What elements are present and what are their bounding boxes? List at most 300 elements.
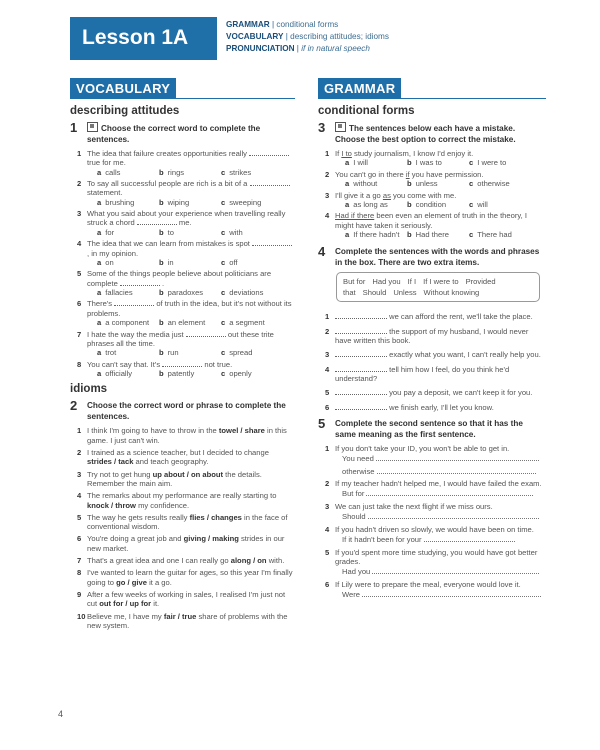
option-b[interactable] (159, 369, 221, 380)
option-text: sweeping (229, 197, 262, 207)
question-text-end: study journalism, I know I'd enjoy it. (351, 149, 474, 158)
option-c[interactable] (221, 369, 283, 380)
option-text: I were to (477, 158, 507, 168)
question-text: That's a great idea and one I can really go (87, 556, 231, 566)
question-number: 3 (325, 190, 330, 200)
question-text: To say all successful people are rich is a bit of a (87, 179, 250, 189)
option-a[interactable] (97, 369, 159, 380)
question-text: I hate the way the media just (87, 329, 186, 339)
option-letter: a (345, 179, 350, 189)
answer-gap[interactable] (335, 365, 387, 372)
option-c[interactable] (221, 258, 283, 269)
question-text-end: it a go. (146, 577, 172, 587)
exercise-number: 4 (318, 244, 326, 260)
option-letter: c (221, 287, 226, 297)
word-box (336, 272, 540, 302)
option-text: off (229, 257, 238, 267)
choice-pair[interactable]: up about / on about (152, 469, 224, 479)
option-b[interactable] (407, 158, 469, 169)
option-letter: a (97, 368, 102, 378)
option-b[interactable] (159, 168, 221, 179)
choice-pair[interactable]: flies / changes (189, 512, 242, 522)
option-letter: c (469, 179, 474, 189)
describing-attitudes-heading: describing attitudes (70, 105, 180, 117)
exercise-number: 1 (70, 120, 78, 135)
question-item (77, 448, 295, 467)
option-b[interactable] (159, 288, 221, 299)
box-word: If I were to (423, 277, 459, 287)
vocab-label: VOCABULARY (226, 32, 284, 41)
option-a[interactable] (345, 158, 407, 169)
question-number: 7 (77, 329, 82, 339)
option-c[interactable] (221, 198, 283, 209)
question-text: There's (87, 299, 115, 309)
option-text: a component (105, 318, 150, 328)
option-a[interactable] (345, 200, 407, 211)
question-item (325, 190, 546, 200)
option-a[interactable] (345, 230, 407, 241)
option-b[interactable] (159, 318, 221, 329)
question-number: 8 (77, 568, 82, 578)
option-text: unless (415, 179, 438, 189)
answer-gap[interactable] (114, 299, 154, 306)
option-text: a segment (229, 318, 265, 328)
answer-line[interactable] (342, 467, 546, 477)
choice-pair[interactable]: out for / up for (99, 599, 152, 609)
grammar-value: conditional forms (276, 20, 339, 29)
answer-gap[interactable] (250, 179, 290, 186)
question-text-end: out these trite phrases all the time. (87, 329, 274, 348)
question-number: 4 (77, 491, 82, 501)
option-c[interactable] (469, 200, 531, 211)
vocabulary-column (70, 78, 295, 633)
option-text: spread (229, 348, 253, 358)
answer-dots[interactable] (368, 512, 539, 519)
question-item (77, 469, 295, 489)
option-text: condition (415, 199, 447, 209)
question-number: 2 (325, 479, 330, 489)
question-number: 1 (77, 426, 82, 436)
answer-options (97, 288, 295, 299)
answer-gap[interactable] (335, 388, 387, 395)
mistake-text: Had if there (335, 211, 375, 221)
answer-prompt: Had you (342, 567, 373, 577)
question-text: we can afford the rent, we'll take the place. (387, 312, 533, 322)
option-text: paradoxes (167, 287, 204, 297)
option-text: otherwise (477, 179, 510, 189)
option-text: officially (105, 368, 133, 378)
option-text: calls (105, 167, 121, 177)
answer-options (345, 179, 546, 190)
exercise-number: 5 (318, 415, 326, 431)
question-item (325, 388, 546, 398)
question-text: If you'd spent more time studying, you would have got better grades. (335, 547, 538, 566)
question-number: 6 (77, 299, 82, 309)
question-text: We can just take the next flight if we miss ours. (335, 501, 493, 511)
question-text-end: you come with me. (390, 190, 457, 200)
vocab-value: describing attitudes; idioms (290, 32, 389, 41)
page-number: 4 (58, 709, 64, 719)
option-c[interactable] (221, 228, 283, 239)
question-text-end: my confidence. (135, 500, 190, 510)
option-letter: c (221, 257, 226, 267)
exercise-instruction: Choose the correct word to complete the sentences. (87, 124, 261, 144)
answer-gap[interactable] (137, 218, 177, 225)
exercise-5 (318, 415, 546, 440)
question-text: If you hadn't driven so slowly, we would have been on time. (335, 524, 534, 534)
question-number: 5 (325, 547, 330, 557)
question-number: 4 (77, 239, 82, 249)
option-text: without (353, 179, 378, 189)
question-text-end: in the face of conventional wisdom. (87, 512, 288, 532)
exercise-3 (318, 122, 546, 145)
answer-options (97, 198, 295, 209)
box-word: Should (362, 288, 387, 298)
box-word: Had you (372, 277, 401, 287)
exercise-instruction: The sentences below each have a mistake. Choose the best option to correct the mistake. (335, 124, 516, 144)
question-text: Believe me, I have my (87, 611, 164, 621)
question-item (77, 269, 295, 288)
answer-options (97, 369, 295, 380)
option-a[interactable] (345, 179, 407, 190)
answer-gap[interactable] (335, 312, 387, 319)
question-number: 9 (77, 589, 82, 599)
answer-dots[interactable] (372, 567, 539, 574)
option-letter: a (345, 229, 350, 239)
option-text: run (167, 348, 179, 358)
question-item (77, 329, 295, 349)
question-item (325, 350, 546, 360)
choice-pair[interactable]: towel / share (218, 426, 265, 436)
question-number: 3 (77, 469, 82, 479)
option-letter: b (407, 199, 412, 209)
question-item (325, 443, 546, 453)
option-letter: b (407, 179, 412, 189)
answer-dots[interactable] (376, 454, 539, 461)
question-text: you pay a deposit, we can't keep it for you. (387, 388, 533, 398)
option-a[interactable] (97, 258, 159, 269)
option-text: trot (105, 348, 117, 358)
question-number: 1 (77, 149, 82, 158)
option-c[interactable] (221, 168, 283, 179)
answer-dots[interactable] (377, 467, 536, 474)
question-text-end: of truth in the idea, but it's not without its problems. (87, 299, 292, 318)
option-letter: c (221, 227, 226, 237)
question-number: 2 (325, 169, 330, 179)
answer-prompt: Should (342, 512, 368, 522)
option-b[interactable] (159, 198, 221, 209)
question-item (325, 169, 546, 179)
question-text: If you don't take your ID, you won't be able to get in. (335, 443, 510, 453)
question-number: 5 (77, 269, 82, 279)
question-text-end: , in my opinion. (87, 248, 139, 258)
idioms-heading: idioms (70, 383, 108, 396)
box-word: Without knowing (423, 288, 480, 298)
question-text: The idea that we can learn from mistakes is spot (87, 239, 253, 249)
question-item (77, 534, 295, 553)
mistake-text: as (382, 190, 391, 200)
question-item (77, 426, 295, 445)
option-b[interactable] (407, 230, 469, 241)
question-item (77, 239, 295, 258)
option-letter: a (345, 199, 350, 209)
exercise-2 (70, 400, 295, 422)
question-text-end: been even an element of truth in the theory, I might have taken it seriously. (335, 211, 527, 230)
question-text: If Lily were to prepare the meal, everyone would love it. (335, 579, 521, 589)
exercise-instruction: Complete the second sentence so that it has the same meaning as the first sentence. (335, 418, 523, 439)
choice-pair[interactable]: knock / throw (87, 500, 136, 510)
option-letter: b (159, 227, 164, 237)
option-a[interactable] (97, 168, 159, 179)
question-item (77, 611, 295, 631)
answer-gap[interactable] (335, 327, 387, 334)
audio-icon[interactable] (87, 122, 98, 132)
answer-line[interactable] (342, 489, 546, 499)
option-text: deviations (229, 287, 264, 297)
answer-options (345, 158, 546, 169)
question-number: 3 (325, 501, 330, 511)
option-b[interactable] (159, 348, 221, 359)
option-text: an element (167, 318, 206, 328)
option-letter: c (221, 197, 226, 207)
question-number: 1 (325, 312, 330, 322)
question-text-end: . (159, 278, 165, 288)
question-text-end: not true. (202, 359, 233, 369)
question-text: exactly what you want, I can't really help you. (387, 350, 541, 360)
question-item (325, 579, 546, 589)
option-letter: c (221, 167, 226, 177)
question-number: 3 (325, 350, 330, 360)
question-number: 2 (77, 448, 82, 458)
exercise-1 (70, 122, 295, 145)
option-text: on (105, 257, 114, 267)
question-text: The remarks about my performance are really starting to (87, 491, 277, 501)
option-c[interactable] (221, 288, 283, 299)
question-item (325, 524, 546, 534)
option-text: There had (477, 229, 512, 239)
option-text: strikes (229, 167, 252, 177)
answer-dots[interactable] (424, 535, 515, 542)
box-word: Unless (393, 288, 417, 298)
question-text: After a few weeks of working in sales, I realised I'm just not cut (87, 589, 286, 609)
option-letter: b (159, 287, 164, 297)
answer-options (345, 200, 546, 211)
answer-options (97, 258, 295, 269)
question-text: tell him how I feel, do you think he'd understand? (335, 364, 510, 383)
option-text: in (167, 257, 174, 267)
question-text-end: me. (176, 218, 192, 228)
box-word: But for (343, 277, 366, 287)
answer-options (97, 348, 295, 359)
question-text-end: and teach geography. (133, 457, 209, 467)
option-a[interactable] (97, 228, 159, 239)
option-letter: b (407, 158, 412, 168)
question-text: The way he gets results really (87, 512, 190, 522)
answer-line[interactable] (342, 512, 546, 522)
option-a[interactable] (97, 318, 159, 329)
option-letter: b (159, 348, 164, 358)
question-text: You're doing a great job and (87, 534, 184, 544)
answer-dots[interactable] (366, 489, 533, 496)
option-b[interactable] (407, 179, 469, 190)
option-letter: c (221, 318, 226, 328)
option-c[interactable] (469, 179, 531, 190)
option-b[interactable] (159, 258, 221, 269)
question-text-end: it. (151, 599, 160, 609)
option-letter: a (345, 158, 350, 168)
question-item (77, 568, 295, 587)
question-number: 1 (325, 149, 330, 158)
option-b[interactable] (159, 228, 221, 239)
question-text: You can't say that. It's (87, 359, 163, 369)
option-letter: b (159, 318, 164, 328)
option-letter: a (97, 167, 102, 177)
answer-line[interactable] (342, 590, 546, 600)
box-word: If I (407, 277, 417, 287)
question-item (77, 556, 295, 566)
option-text: to (167, 227, 174, 237)
option-text: for (105, 227, 115, 237)
question-text-end: true for me. (87, 158, 126, 168)
grammar-label: GRAMMAR (226, 20, 270, 29)
exercise-4-items (318, 312, 546, 411)
question-text: What you said about your experience when travelling really struck a chord (87, 209, 286, 228)
option-letter: a (97, 318, 102, 328)
exercise-number: 2 (70, 398, 78, 414)
question-number: 4 (325, 524, 330, 534)
answer-gap[interactable] (186, 330, 226, 337)
exercise-5-items (318, 444, 546, 600)
question-text-end: the details. Remember the main aim. (87, 469, 262, 488)
exercise-3-items (318, 149, 546, 240)
question-number: 3 (77, 209, 82, 219)
conditional-forms-heading: conditional forms (318, 105, 415, 117)
answer-gap[interactable] (162, 360, 202, 367)
answer-line[interactable] (342, 535, 546, 545)
choice-pair[interactable]: along / on (230, 556, 267, 566)
grammar-column (318, 78, 546, 602)
option-letter: b (159, 197, 164, 207)
exercise-1-items (70, 149, 295, 379)
question-number: 5 (77, 512, 82, 522)
mistake-text: if (405, 169, 410, 179)
option-letter: c (469, 229, 474, 239)
question-text: we finish early, I'll let you know. (387, 402, 494, 412)
answer-line[interactable] (342, 567, 546, 577)
option-c[interactable] (221, 348, 283, 359)
answer-gap[interactable] (120, 279, 160, 286)
answer-prompt: You need (342, 454, 376, 464)
option-letter: a (97, 287, 102, 297)
option-text: with (229, 227, 243, 237)
question-text-end: you have permission. (409, 169, 484, 179)
question-item (325, 211, 546, 230)
choice-pair[interactable]: fair / true (163, 611, 197, 621)
option-letter: b (159, 368, 164, 378)
pron-value: if in natural speech (301, 44, 370, 53)
question-text: I trained as a science teacher, but I decided to change (87, 448, 269, 458)
option-c[interactable] (469, 158, 531, 169)
question-text: I think I'm going to have to throw in the (87, 426, 219, 436)
question-text-end: statement. (87, 188, 123, 198)
choice-pair[interactable]: strides / tack (87, 457, 134, 467)
question-item (77, 179, 295, 198)
box-word: Provided that (343, 277, 496, 298)
question-item (325, 479, 546, 489)
lesson-header-info: GRAMMAR | conditional forms VOCABULARY | describing attitudes; idioms PRONUNCIATION | if in natural speech (226, 20, 389, 53)
question-text: If my teacher hadn't helped me, I would have failed the exam. (335, 479, 542, 489)
option-b[interactable] (407, 200, 469, 211)
option-text: I was to (415, 158, 442, 168)
question-number: 6 (77, 534, 82, 544)
question-item (77, 149, 295, 168)
option-letter: c (221, 368, 226, 378)
answer-options (97, 228, 295, 239)
lesson-title: Lesson 1A (82, 26, 189, 49)
question-text: Some of the things people believe about politicians are complete (87, 269, 272, 288)
option-c[interactable] (469, 230, 531, 241)
option-letter: b (159, 167, 164, 177)
question-item (325, 547, 546, 567)
question-text: I'll give it a go (335, 190, 383, 200)
question-number: 2 (325, 326, 330, 336)
option-letter: b (407, 229, 412, 239)
answer-gap[interactable] (335, 403, 387, 410)
question-number: 10 (77, 611, 86, 621)
choice-pair[interactable]: go / give (116, 577, 147, 587)
answer-line[interactable] (342, 454, 546, 464)
answer-gap[interactable] (249, 149, 289, 156)
option-text: will (477, 199, 488, 209)
question-item (77, 299, 295, 318)
answer-gap[interactable] (252, 239, 292, 246)
option-a[interactable] (97, 288, 159, 299)
question-text: If (335, 149, 342, 158)
audio-icon[interactable] (335, 122, 346, 132)
exercise-number: 3 (318, 120, 326, 135)
exercise-4 (318, 246, 546, 268)
question-item (77, 491, 295, 510)
question-item (325, 501, 546, 511)
question-text-end: with. (266, 556, 285, 566)
question-text-end: in this game. I just can't win. (87, 426, 287, 445)
choice-pair[interactable]: giving / making (183, 534, 239, 544)
mistake-text: I to (341, 149, 352, 158)
question-text: The idea that failure creates opportunities really (87, 149, 250, 158)
question-text-end: strides in our new market. (87, 534, 285, 553)
option-a[interactable] (97, 348, 159, 359)
option-text: If there hadn't (353, 229, 400, 239)
option-letter: c (469, 199, 474, 209)
question-text-end: share of problems with the new system. (87, 611, 288, 630)
question-number: 6 (325, 402, 330, 412)
answer-gap[interactable] (335, 350, 387, 357)
option-letter: a (97, 348, 102, 358)
exercise-instruction: Complete the sentences with the words and phrases in the box. There are two extra items. (335, 247, 540, 268)
option-text: as long as (353, 199, 388, 209)
question-item (325, 326, 546, 346)
answer-dots[interactable] (362, 590, 541, 597)
option-letter: c (469, 158, 474, 168)
answer-prompt: Were (342, 589, 363, 599)
question-number: 4 (325, 364, 330, 374)
option-a[interactable] (97, 198, 159, 209)
option-letter: b (159, 257, 164, 267)
question-text: Try not to get hung (87, 469, 153, 479)
option-c[interactable] (221, 318, 283, 329)
exercise-instruction: Choose the correct word or phrase to complete the sentences. (87, 401, 286, 422)
option-text: I will (353, 158, 368, 168)
